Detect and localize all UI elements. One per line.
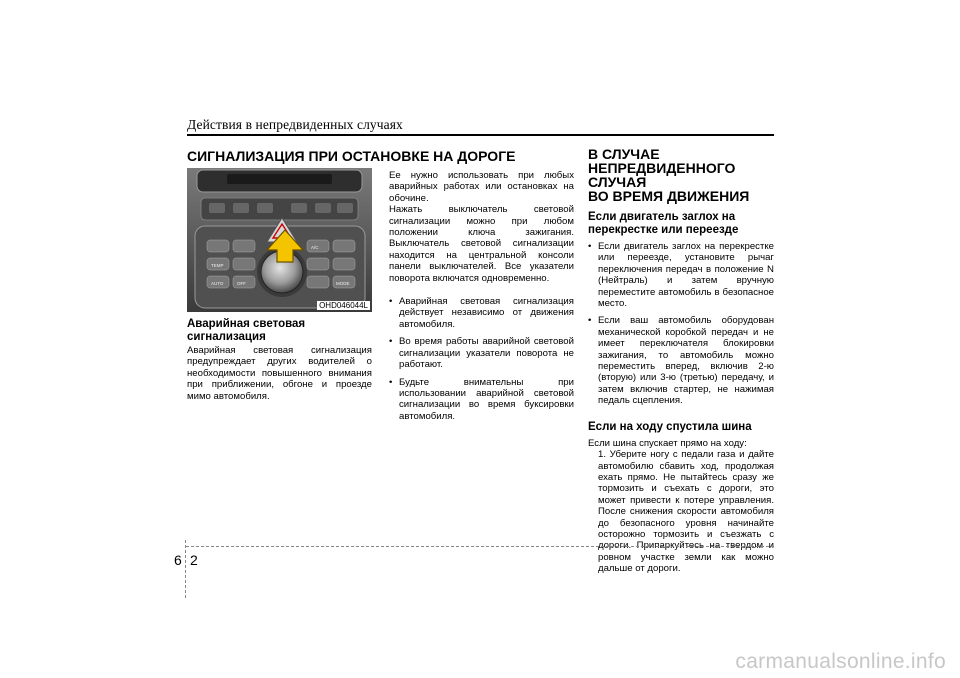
switch-paragraph: Нажать выключатель световой сигнализации можно при любом положении ключа зажигания. Выключатель световой сигнализации находится на центральной консоли панели выключателей. Все указатели поворота включатся одновременно.	[389, 204, 574, 284]
chapter-number: 6	[174, 552, 182, 568]
hazard-switch-photo	[187, 168, 372, 312]
list-item: • Будьте внимательны при использовании аварийной световой сигнализации во время буксировки автомобиля.	[389, 377, 574, 423]
section-title-emergency	[588, 147, 774, 203]
off-label: OFF	[237, 281, 246, 286]
list-item: • Если ваш автомобиль оборудован механической коробкой передач и не имеет переключателя блокировки зажигания, то автомобиль можно переместить вперед, включив 2-ю (вторую) или 3-ю (третью) передачу, и затем включив стартер, не нажимая педаль сцепления.	[588, 315, 774, 406]
mode-label: MODE	[336, 281, 350, 286]
section-title-hazard: СИГНАЛИЗАЦИЯ ПРИ ОСТАНОВКЕ НА ДОРОГЕ	[187, 148, 516, 164]
chapter-header: Действия в непредвиденных случаях	[187, 117, 403, 132]
subhead-flat-tire: Если на ходу спустила шина	[588, 420, 752, 433]
footer-margin-line	[185, 540, 187, 598]
hazard-bullets	[389, 296, 574, 422]
ac-label: A/C	[311, 245, 319, 250]
usage-paragraph: Ее нужно использовать при любых аварийных работах или остановках на обочине.	[389, 170, 574, 204]
list-item: • Аварийная световая сигнализация действует независимо от движения автомобиля.	[389, 296, 574, 330]
right-column	[588, 147, 774, 575]
header-rule	[187, 134, 774, 136]
list-item: • Во время работы аварийной световой сигнализации указатели поворота не работают.	[389, 336, 574, 370]
subhead-hazard: Аварийная световая сигнализация	[187, 318, 306, 343]
list-item: 1. Уберите ногу с педали газа и дайте автомобилю сбавить ход, продолжая ехать прямо. Не пытайтесь сразу же тормозить и съехать с дороги, это может привести к потере управления. После снижения скорости автомобиля до безопасного уровня начинайте осторожно тормозить и съезжать с дороги. Припаркуйтесь на твердом и ровном участке земли как можно дальше от дороги.	[598, 449, 774, 575]
page-number: 2	[190, 552, 198, 568]
flat-tire-steps	[588, 449, 774, 574]
title-line: В СЛУЧАЕ	[588, 146, 660, 162]
middle-column	[389, 170, 574, 428]
list-item: • Если двигатель заглох на перекрестке или переезде, установите рычаг переключения передач в положение N (Нейтраль) и затем вручную переместите автомобиль в безопасное место.	[588, 241, 774, 309]
photo-code: OHD046044L	[319, 301, 368, 310]
subhead-stalled: Если двигатель заглох на перекрестке или переезде	[588, 211, 739, 236]
watermark: carmanualsonline.info	[735, 650, 946, 673]
flat-tire-paragraph: Если шина спускает прямо на ходу:	[588, 437, 747, 449]
title-line: НЕПРЕДВИДЕННОГО СЛУЧАЯ	[588, 160, 736, 190]
auto-label: AUTO	[211, 281, 224, 286]
intro-paragraph: Аварийная световая сигнализация предупреждает других водителей о необходимости повышенного внимания при приближении, обгоне и проезде мимо автомобиля.	[187, 345, 372, 402]
temp-label: TEMP	[211, 263, 224, 268]
console-illustration	[187, 168, 372, 312]
footer-rule	[186, 546, 774, 547]
title-line: ВО ВРЕМЯ ДВИЖЕНИЯ	[588, 188, 750, 204]
stalled-bullets	[588, 241, 774, 407]
